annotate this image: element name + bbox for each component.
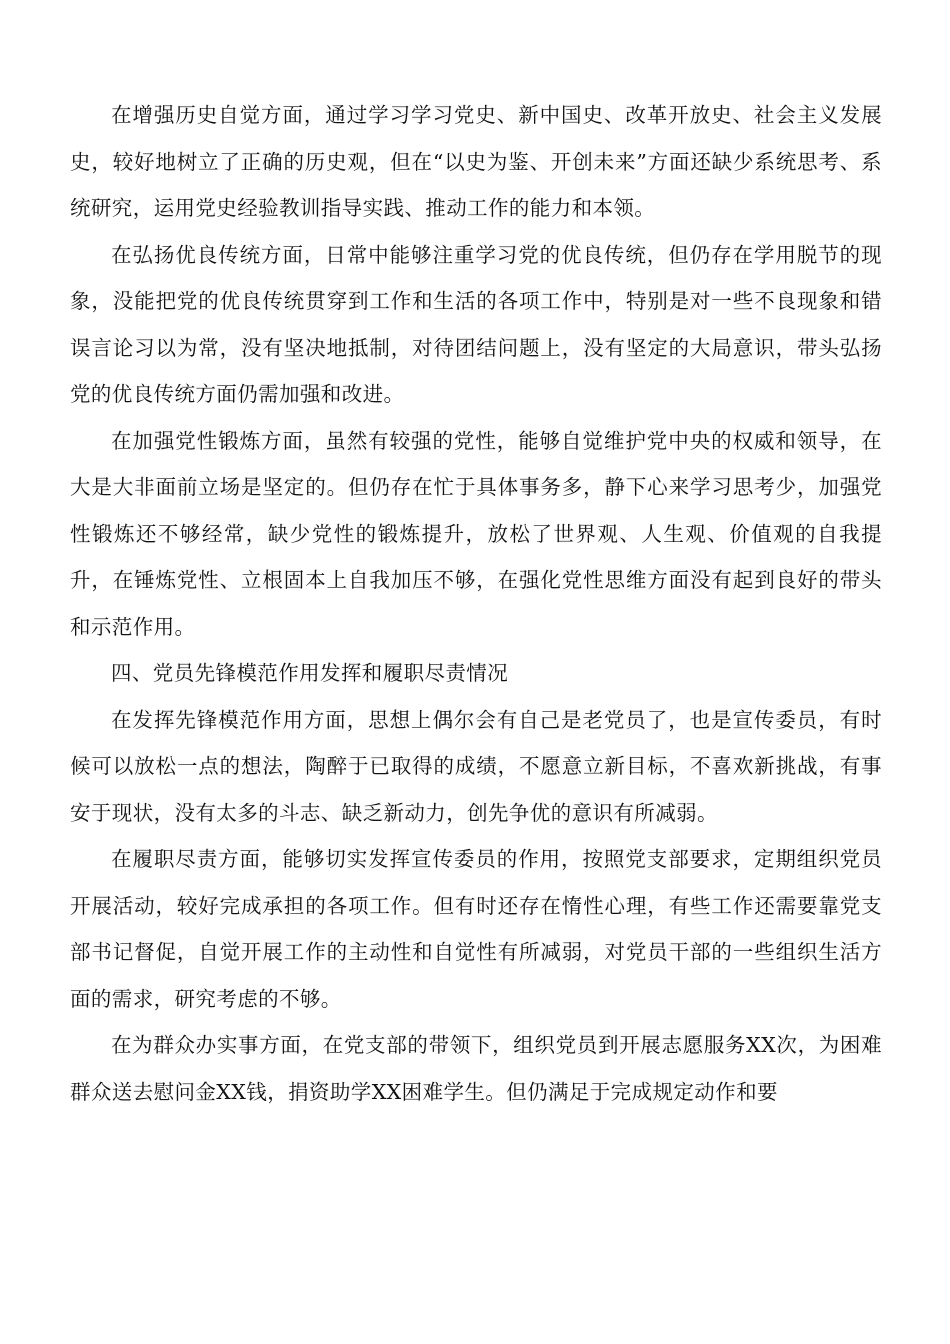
paragraph-pioneer-role: 在发挥先锋模范作用方面，思想上偶尔会有自己是老党员了，也是宣传委员，有时候可以放松一点的想法，陶醉于已取得的成绩，不愿意立新目标，不喜欢新挑战，有事安于现状，没有太多的斗志、缺乏新动力，创先争优的意识有所减弱。 (70, 707, 882, 825)
paragraph-serving-masses: 在为群众办实事方面，在党支部的带领下，组织党员到开展志愿服务XX次，为困难群众送去慰问金XX钱，捐资助学XX困难学生。但仍满足于完成规定动作和要 (70, 1033, 882, 1104)
paragraph-duty-performance: 在履职尽责方面，能够切实发挥宣传委员的作用，按照党支部要求，定期组织党员开展活动，较好完成承担的各项工作。但有时还存在惰性心理，有些工作还需要靠党支部书记督促，自觉开展工作的主动性和自觉性有所减弱，对党员干部的一些组织生活方面的需求，研究考虑的不够。 (70, 847, 882, 1011)
paragraph-fine-traditions: 在弘扬优良传统方面，日常中能够注重学习党的优良传统，但仍存在学用脱节的现象，没能把党的优良传统贯穿到工作和生活的各项工作中，特别是对一些不良现象和错误言论习以为常，没有坚决地抵制，对待团结问题上，没有坚定的大局意识，带头弘扬党的优良传统方面仍需加强和改进。 (70, 242, 882, 406)
paragraph-history-awareness: 在增强历史自觉方面，通过学习学习党史、新中国史、改革开放史、社会主义发展史，较好地树立了正确的历史观，但在“以史为鉴、开创未来”方面还缺少系统思考、系统研究，运用党史经验教训指导实践、推动工作的能力和本领。 (70, 103, 882, 220)
paragraph-party-spirit: 在加强党性锻炼方面，虽然有较强的党性，能够自觉维护党中央的权威和领导，在大是大非面前立场是坚定的。但仍存在忙于具体事务多，静下心来学习思考少，加强党性锻炼还不够经常，缺少党性的锻炼提升，放松了世界观、人生观、价值观的自我提升，在锤炼党性、立根固本上自我加压不够，在强化党性思维方面没有起到良好的带头和示范作用。 (70, 428, 882, 639)
document-body (70, 92, 882, 1115)
section-heading-four: 四、党员先锋模范作用发挥和履职尽责情况 (111, 661, 509, 685)
